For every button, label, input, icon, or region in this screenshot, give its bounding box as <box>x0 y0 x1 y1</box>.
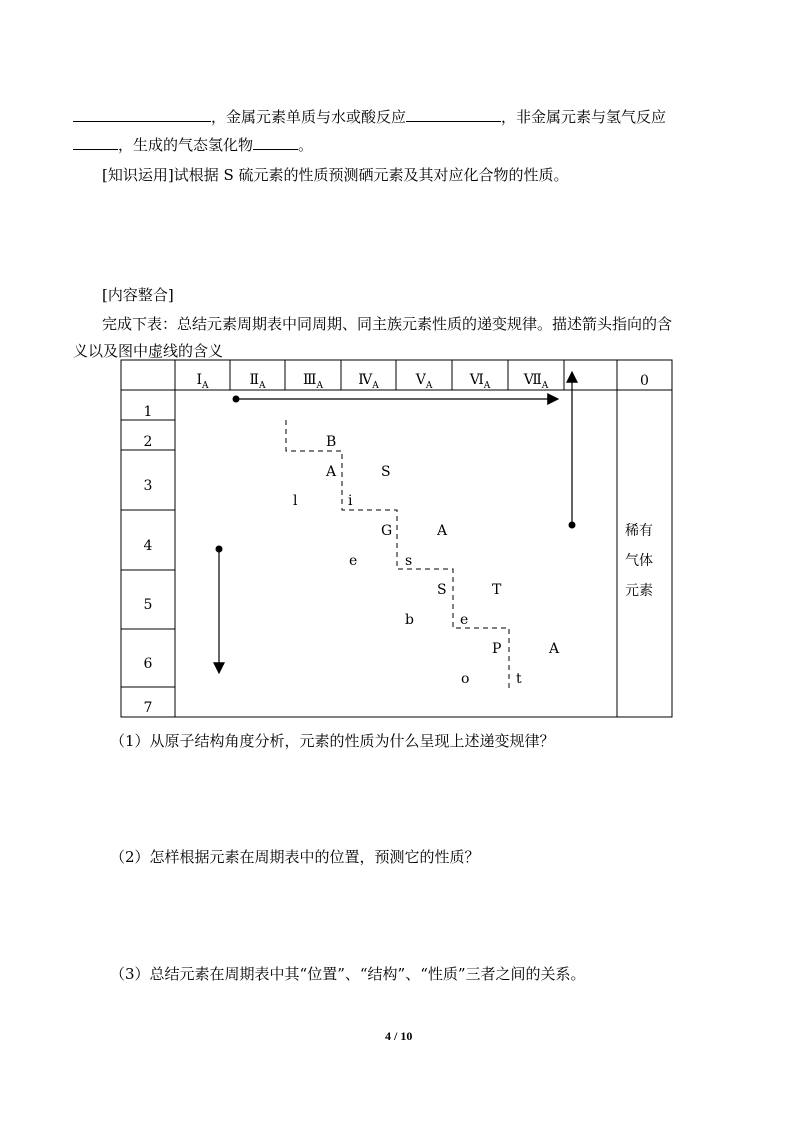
period-4: 4 <box>143 538 153 554</box>
group-sub: A <box>541 380 549 391</box>
fill-text-hydride: ，生成的气态氢化物 <box>118 136 254 154</box>
element-letter: T <box>492 582 502 598</box>
period-5: 5 <box>143 597 153 613</box>
group-numeral: Ⅶ <box>523 372 542 388</box>
element-letter: P <box>492 641 502 657</box>
element-letter: S <box>381 464 391 480</box>
arrow-up <box>569 372 576 529</box>
group-header-4 <box>341 372 396 391</box>
element-letter: S <box>437 582 447 598</box>
element-letter: t <box>516 671 522 687</box>
period-3: 3 <box>143 478 153 494</box>
group-header-3 <box>285 372 341 391</box>
noble-gas-line-3: 元素 <box>625 583 653 599</box>
arrow-right <box>233 396 559 403</box>
arrow-down <box>216 546 223 674</box>
group-header-6 <box>452 372 508 391</box>
element-letter: o <box>461 671 470 687</box>
element-letter: A <box>549 641 560 657</box>
integration-line-1: 完成下表：总结元素周期表中同周期、同主族元素性质的递变规律。描述箭头指向的含 <box>102 315 673 333</box>
element-letter: e <box>349 553 358 569</box>
group-numeral: Ⅰ <box>196 372 203 388</box>
element-letter: b <box>405 612 414 628</box>
element-letter: i <box>348 493 353 509</box>
group-header-1 <box>175 372 230 391</box>
group-numeral: Ⅵ <box>469 372 484 388</box>
element-letter: l <box>293 493 298 509</box>
element-letter: G <box>381 523 393 539</box>
group-header-5 <box>396 372 452 391</box>
knowledge-use-paragraph: [知识运用]试根据 S 硫元素的性质预测硒元素及其对应化合物的性质。 <box>102 166 569 184</box>
element-letter: A <box>437 523 448 539</box>
group-header-2 <box>230 372 285 391</box>
group-header-zero: 0 <box>640 373 649 389</box>
period-1: 1 <box>143 404 153 420</box>
question-3: （3）总结元素在周期表中其“位置”、“结构”、“性质”三者之间的关系。 <box>110 965 586 983</box>
group-sub: A <box>316 380 323 391</box>
group-sub: A <box>202 380 209 391</box>
noble-gas-line-1: 稀有 <box>625 523 653 539</box>
element-letter: s <box>405 553 413 569</box>
period-mark: 。 <box>298 136 314 154</box>
period-2: 2 <box>143 434 153 450</box>
group-sub: A <box>425 380 433 391</box>
fill-text-metal: 金属元素单质与水或酸反应 <box>226 108 407 126</box>
period-6: 6 <box>143 656 153 672</box>
group-sub: A <box>483 380 491 391</box>
group-numeral: Ⅳ <box>358 372 373 388</box>
page-number: 4 / 10 <box>385 1029 413 1043</box>
group-numeral: Ⅴ <box>415 372 426 388</box>
integration-line-2: 义以及图中虚线的含义 <box>73 342 224 360</box>
question-2: （2）怎样根据元素在周期表中的位置，预测它的性质？ <box>110 848 480 866</box>
noble-gas-line-2: 气体 <box>625 553 653 569</box>
group-numeral: Ⅲ <box>302 372 317 388</box>
element-letter: e <box>460 612 469 628</box>
metal-nonmetal-boundary-line <box>286 420 509 688</box>
group-sub: A <box>372 380 379 391</box>
group-sub: A <box>259 380 266 391</box>
element-letter: B <box>326 434 337 450</box>
element-letter: A <box>326 464 337 480</box>
comma: ， <box>211 108 227 126</box>
integration-heading: [内容整合] <box>102 286 174 304</box>
group-numeral: Ⅱ <box>249 372 259 388</box>
period-7: 7 <box>143 700 153 716</box>
question-1: （1）从原子结构角度分析，元素的性质为什么呈现上述递变规律？ <box>110 732 555 750</box>
fill-text-nonmetal: ，非金属元素与氢气反应 <box>501 108 667 126</box>
group-header-7 <box>508 372 564 391</box>
